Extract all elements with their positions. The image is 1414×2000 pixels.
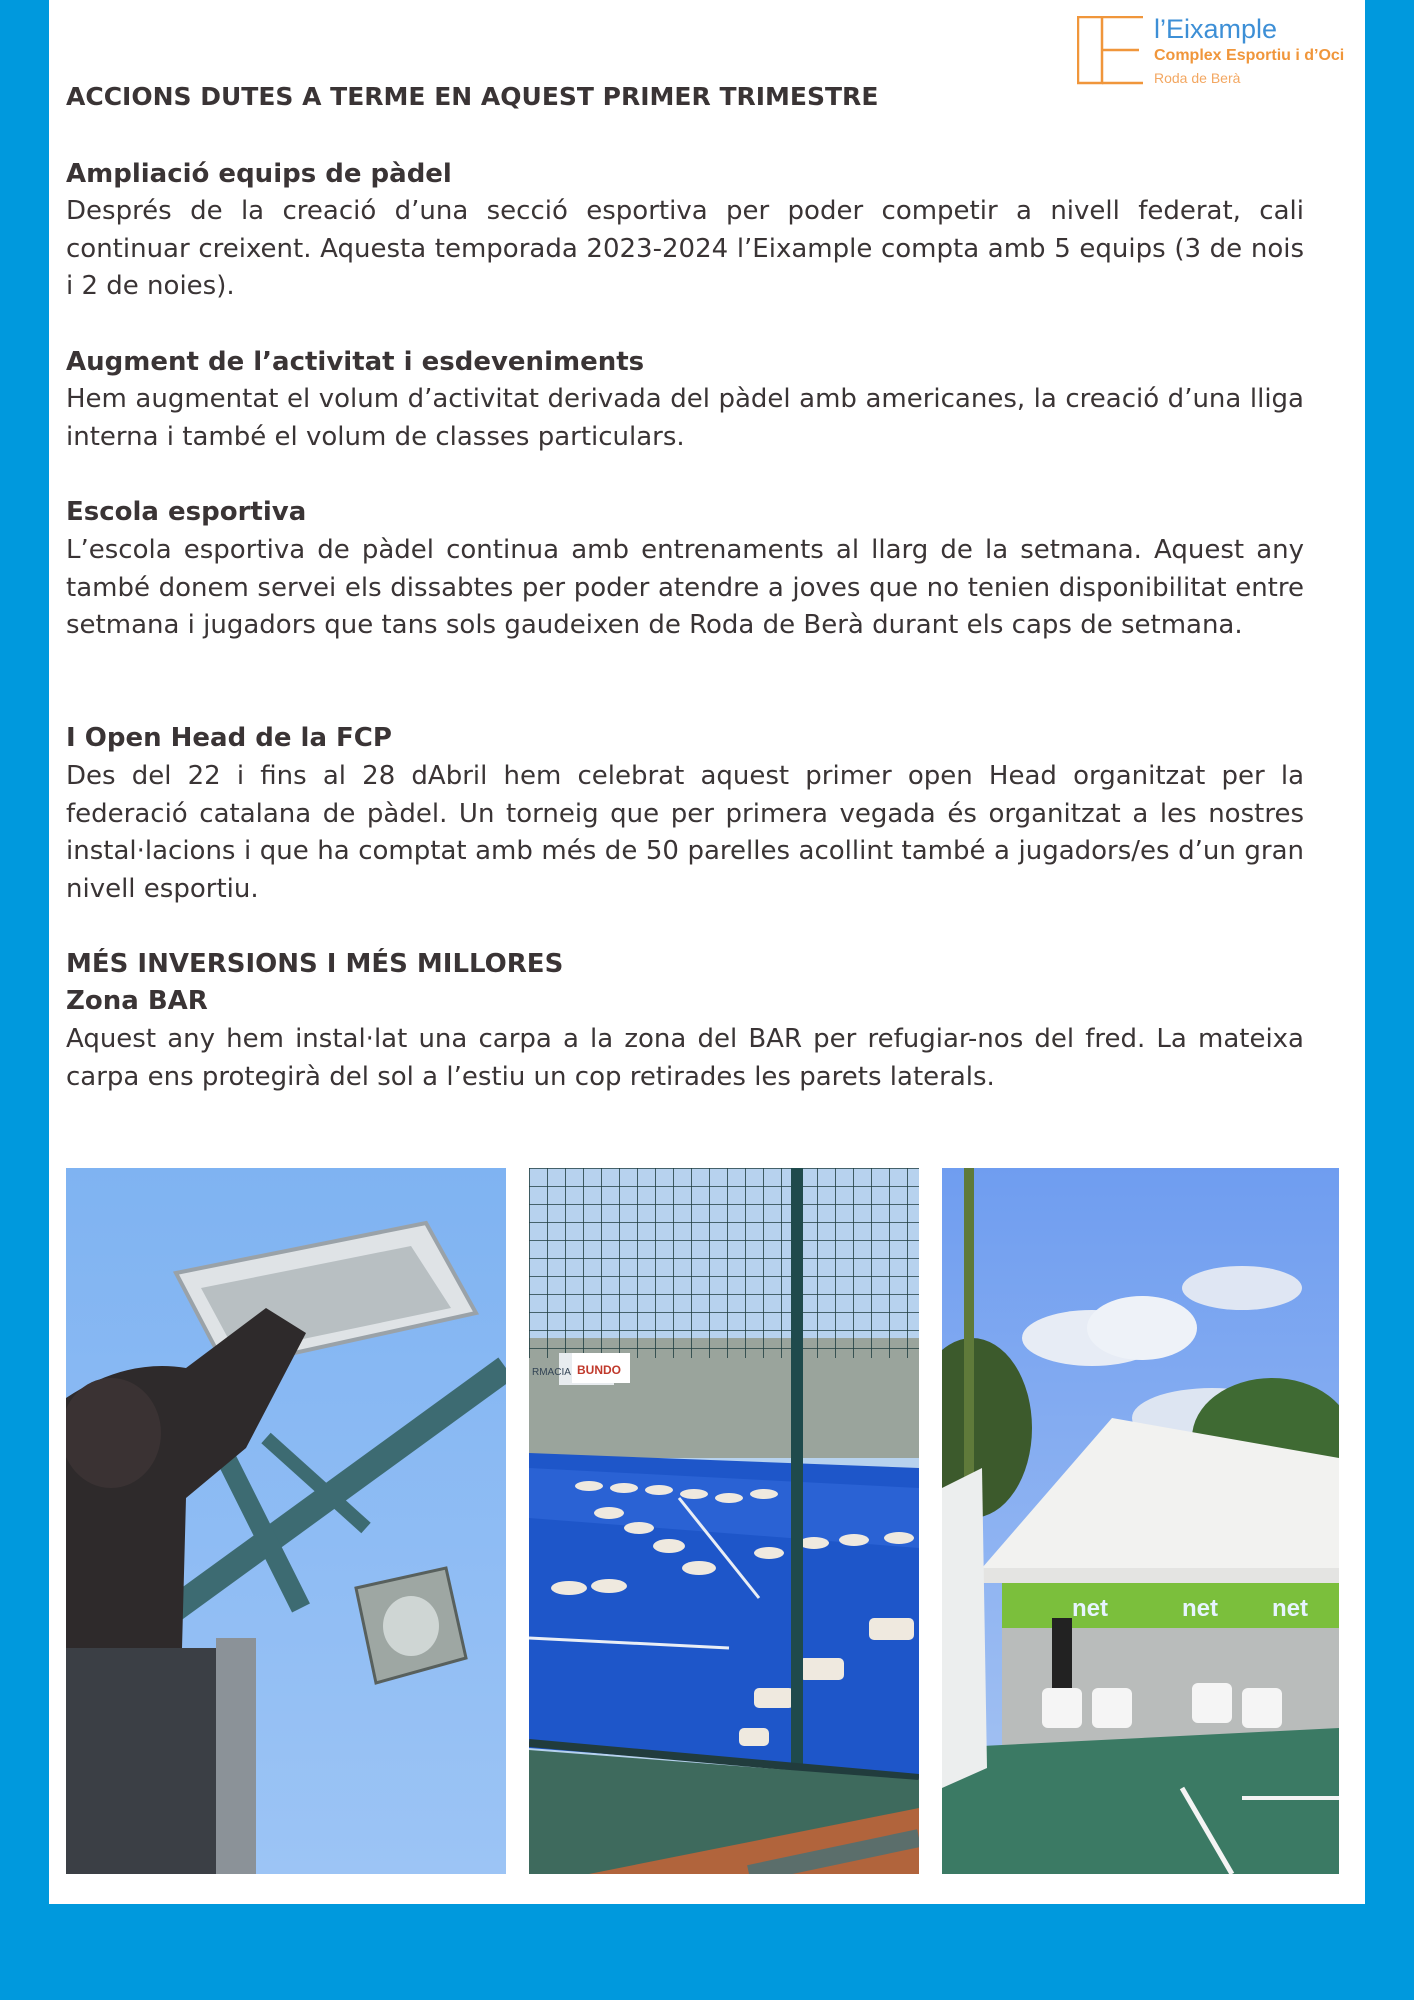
- logo-mark-icon: [1077, 16, 1145, 86]
- club-logo: [1077, 14, 1347, 88]
- section-body: L’escola esportiva de pàdel continua amb entrenaments al llarg de la setmana. Aquest any també donem servei els dissabtes per poder atendre a joves que no tenien disponibilitat entre setmana i jugadors que tans sols gaudeixen de Roda de Berà durant els caps de setmana.: [66, 535, 1304, 641]
- logo-name: l’Eixample: [1154, 14, 1278, 44]
- tent-banner-1: net: [1072, 1595, 1108, 1622]
- court-banner-right: BUNDO: [577, 1363, 621, 1377]
- tent-banner-2: net: [1182, 1595, 1218, 1622]
- tent-banner-3: net: [1272, 1595, 1308, 1622]
- section-body: Des del 22 i fins al 28 dAbril hem celebrat aquest primer open Head organitzat per la federació catalana de pàdel. Un torneig que per primera vegada és organitzat a les nostres instal·lacions i que ha comptat amb més de 50 parelles acollint també a jugadors/es d’un gran nivell esportiu.: [66, 761, 1304, 905]
- section-heading: Ampliació equips de pàdel: [66, 159, 452, 189]
- photo-floodlight: [66, 1168, 506, 1874]
- section-body: Després de la creació d’una secció esportiva per poder competir a nivell federat, cali continuar creixent. Aquesta temporada 2023-2024 l’Eixample compta amb 5 equips (3 de nois i 2 de noies).: [66, 196, 1304, 302]
- page-title: ACCIONS DUTES A TERME EN AQUEST PRIMER TRIMESTRE: [66, 82, 879, 111]
- photo-bar-tent: [942, 1168, 1339, 1874]
- section-heading: Zona BAR: [66, 986, 208, 1016]
- photo-padel-court: [529, 1168, 919, 1874]
- section-heading: Escola esportiva: [66, 497, 307, 527]
- logo-subtitle: Complex Esportiu i d’Oci: [1154, 47, 1345, 64]
- section-body: Aquest any hem instal·lat una carpa a la zona del BAR per refugiar-nos del fred. La mateixa carpa ens protegirà del sol a l’estiu un cop retirades les parets laterals.: [66, 1024, 1304, 1092]
- section-heading: I Open Head de la FCP: [66, 723, 392, 753]
- section-body: Hem augmentat el volum d’activitat derivada del pàdel amb americanes, la creació d’una lliga interna i també el volum de classes particulars.: [66, 384, 1304, 452]
- logo-location: Roda de Berà: [1154, 70, 1241, 86]
- court-banner-left: RMACIA: [532, 1367, 571, 1378]
- section-heading: Augment de l’activitat i esdeveniments: [66, 347, 645, 377]
- investments-title: MÉS INVERSIONS I MÉS MILLORES: [66, 949, 564, 979]
